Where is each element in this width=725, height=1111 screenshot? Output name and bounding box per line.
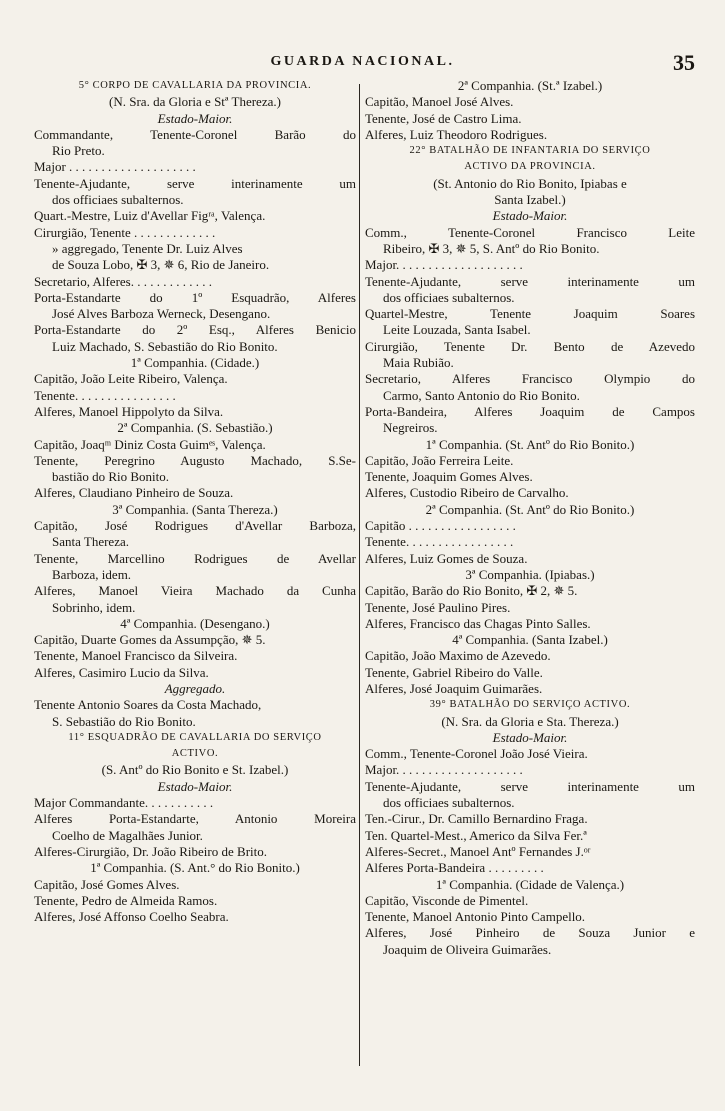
left-column-line: 4ª Companhia. (Desengano.) <box>120 615 270 631</box>
left-column-line: Sobrinho, idem. <box>52 599 136 615</box>
left-column-line: S. Sebastião do Rio Bonito. <box>52 713 196 729</box>
left-column-line: Capitão, Duarte Gomes da Assumpção, ✵ 5. <box>34 632 266 648</box>
right-column-line: dos officiaes subalternos. <box>383 289 515 305</box>
left-column-line: Tenente Antonio Soares da Costa Machado, <box>34 697 262 713</box>
left-column-line: Cirurgião, Tenente . . . . . . . . . . . . . <box>34 224 216 240</box>
right-column-line: Major. . . . . . . . . . . . . . . . . . . . <box>365 762 523 778</box>
right-column-line: 1ª Companhia. (Cidade de Valença.) <box>435 876 625 892</box>
right-column-line: Tenente, Gabriel Ribeiro do Valle. <box>365 664 543 680</box>
right-column-line: Tenente, Manoel Antonio Pinto Campello. <box>365 909 586 925</box>
left-column-line: Capitão, José Gomes Alves. <box>34 876 180 892</box>
left-column-line: Rio Preto. <box>52 143 105 159</box>
right-column-line: Tenente, José de Castro Lima. <box>365 110 522 126</box>
right-column-line: Estado-Maior. <box>492 208 568 224</box>
left-column-line: José Alves Barboza Werneck, Desengano. <box>52 306 271 322</box>
left-column-line: 11° ESQUADRÃO DE CAVALLARIA DO SERVIÇO <box>68 731 322 743</box>
column-rule <box>359 84 360 1066</box>
left-column-line: Alferes Porta-Estandarte, Antonio Moreira <box>34 811 356 827</box>
right-column-line: Estado-Maior. <box>492 729 568 745</box>
left-column-line: 3ª Companhia. (Santa Thereza.) <box>112 501 278 517</box>
right-column-line: dos officiaes subalternos. <box>383 795 515 811</box>
right-column-line: 39° BATALHÃO DO SERVIÇO ACTIVO. <box>429 699 631 711</box>
left-column-line: Major . . . . . . . . . . . . . . . . . . . . <box>34 159 196 175</box>
left-column-line: Estado-Maior. <box>157 110 233 126</box>
right-column-line: Ten. Quartel-Mest., Americo da Silva Fer.ª <box>365 827 587 843</box>
right-column-line: Maia Rubião. <box>383 355 454 371</box>
left-column-line: Santa Thereza. <box>52 534 129 550</box>
right-column-line: Alferes, Luiz Theodoro Rodrigues. <box>365 126 548 142</box>
left-column-line: 1ª Companhia. (Cidade.) <box>130 355 260 371</box>
right-column-line: Porta-Bandeira, Alferes Joaquim de Campos <box>365 403 695 419</box>
right-column-line: 1ª Companhia. (St. Antº do Rio Bonito.) <box>425 436 635 452</box>
left-column-line: Tenente, Marcellino Rodrigues de Avellar <box>34 550 356 566</box>
right-column-line: Alferes, Luiz Gomes de Souza. <box>365 550 528 566</box>
right-column-line: Carmo, Santo Antonio do Rio Bonito. <box>383 387 580 403</box>
right-column <box>365 78 695 958</box>
right-column-line: Joaquim de Oliveira Guimarães. <box>383 941 552 957</box>
left-column-line: Major Commandante. . . . . . . . . . . <box>34 795 214 811</box>
left-column <box>34 78 356 925</box>
left-column-line: dos officiaes subalternos. <box>52 192 184 208</box>
right-column-line: Tenente-Ajudante, serve interinamente um <box>365 273 695 289</box>
left-column-line: Commandante, Tenente-Coronel Barão do <box>34 126 356 142</box>
right-column-line: Alferes, José Joaquim Guimarães. <box>365 680 543 696</box>
right-column-line: 2ª Companhia. (St. Antº do Rio Bonito.) <box>425 501 635 517</box>
right-column-line: Leite Louzada, Santa Isabel. <box>383 322 531 338</box>
left-column-line: (S. Antº do Rio Bonito e St. Izabel.) <box>101 762 289 778</box>
right-column-line: Capitão, Barão do Rio Bonito, ✠ 2, ✵ 5. <box>365 583 578 599</box>
left-column-line: Alferes, Manoel Hippolyto da Silva. <box>34 403 224 419</box>
right-column-line: Comm., Tenente-Coronel Francisco Leite <box>365 224 695 240</box>
right-column-line: Alferes, Francisco das Chagas Pinto Salles. <box>365 615 591 631</box>
left-column-line: Alferes, Casimiro Lucio da Silva. <box>34 664 209 680</box>
right-column-line: Tenente. . . . . . . . . . . . . . . . . <box>365 534 514 550</box>
right-column-line: ACTIVO DA PROVINCIA. <box>464 161 596 173</box>
left-column-line: Secretario, Alferes. . . . . . . . . . . . . <box>34 273 212 289</box>
left-column-line: 5° CORPO DE CAVALLARIA DA PROVINCIA. <box>78 80 312 91</box>
right-column-line: Capitão . . . . . . . . . . . . . . . . . <box>365 518 516 534</box>
right-column-line: Tenente, José Paulino Pires. <box>365 599 511 615</box>
right-column-line: Major. . . . . . . . . . . . . . . . . . . . <box>365 257 523 273</box>
left-column-line: bastião do Rio Bonito. <box>52 469 169 485</box>
right-column-line: Tenente, Joaquim Gomes Alves. <box>365 469 533 485</box>
left-column-line: Tenente, Pedro de Almeida Ramos. <box>34 892 218 908</box>
right-column-line: Capitão, João Ferreira Leite. <box>365 452 514 468</box>
left-column-line: Tenente, Manoel Francisco da Silveira. <box>34 648 238 664</box>
page-header <box>0 52 725 78</box>
left-column-line: » aggregado, Tenente Dr. Luiz Alves <box>52 240 243 256</box>
left-column-line: Tenente. . . . . . . . . . . . . . . . <box>34 387 176 403</box>
left-column-line: Tenente-Ajudante, serve interinamente um <box>34 175 356 191</box>
left-column-line: Porta-Estandarte do 2º Esq., Alferes Benicio <box>34 322 356 338</box>
right-column-line: Comm., Tenente-Coronel João José Vieira. <box>365 746 588 762</box>
right-column-line: 2ª Companhia. (St.ª Izabel.) <box>457 78 603 93</box>
left-column-line: 2ª Companhia. (S. Sebastião.) <box>117 420 273 436</box>
right-column-line: Ten.-Cirur., Dr. Camillo Bernardino Fraga. <box>365 811 588 827</box>
right-column-line: Negreiros. <box>383 420 438 436</box>
running-title: GUARDA NACIONAL. <box>270 54 455 69</box>
right-column-line: (N. Sra. da Gloria e Sta. Thereza.) <box>441 713 619 729</box>
right-column-line: (St. Antonio do Rio Bonito, Ipiabas e <box>433 175 627 191</box>
right-column-line: Capitão, Manoel José Alves. <box>365 94 514 110</box>
right-column-line: 22° BATALHÃO DE INFANTARIA DO SERVIÇO <box>409 145 651 157</box>
left-column-line: Aggregado. <box>164 680 226 696</box>
left-column-line: Barboza, idem. <box>52 566 132 582</box>
right-column-line: Capitão, Visconde de Pimentel. <box>365 892 529 908</box>
left-column-line: Tenente, Peregrino Augusto Machado, S.Se- <box>34 452 356 468</box>
right-column-line: Alferes, Custodio Ribeiro de Carvalho. <box>365 485 569 501</box>
right-column-line: Capitão, João Maximo de Azevedo. <box>365 648 551 664</box>
left-column-line: 1ª Companhia. (S. Ant.° do Rio Bonito.) <box>90 860 300 876</box>
left-column-line: Capitão, João Leite Ribeiro, Valença. <box>34 371 228 387</box>
left-column-line: Luiz Machado, S. Sebastião do Rio Bonito. <box>52 338 278 354</box>
left-column-line: de Souza Lobo, ✠ 3, ✵ 6, Rio de Janeiro. <box>52 257 270 273</box>
left-column-line: Capitão, Joaqᵐ Diniz Costa Guimᵉˢ, Valença. <box>34 436 266 452</box>
left-column-line: Porta-Estandarte do 1º Esquadrão, Alferes <box>34 289 356 305</box>
left-column-line: Alferes, José Affonso Coelho Seabra. <box>34 909 229 925</box>
left-column-line: Alferes, Manoel Vieira Machado da Cunha <box>34 583 356 599</box>
right-column-line: 4ª Companhia. (Santa Izabel.) <box>452 632 608 648</box>
left-column-line: Quart.-Mestre, Luiz d'Avellar Figʳᵃ, Valença. <box>34 208 266 224</box>
right-column-line: Quartel-Mestre, Tenente Joaquim Soares <box>365 306 695 322</box>
left-column-line: Alferes-Cirurgião, Dr. João Ribeiro de Brito. <box>34 843 267 859</box>
right-column-line: Santa Izabel.) <box>494 192 566 208</box>
left-column-line: Coelho de Magalhães Junior. <box>52 827 203 843</box>
right-column-line: Alferes, José Pinheiro de Souza Junior e <box>365 925 695 941</box>
right-column-line: 3ª Companhia. (Ipiabas.) <box>465 566 595 582</box>
left-column-line: Alferes, Claudiano Pinheiro de Souza. <box>34 485 234 501</box>
right-column-line: Alferes-Secret., Manoel Antº Fernandes J.ᵒʳ <box>365 843 591 859</box>
right-column-line: Tenente-Ajudante, serve interinamente um <box>365 778 695 794</box>
page-number: 35 <box>673 50 695 75</box>
left-column-line: Estado-Maior. <box>157 778 233 794</box>
left-column-line: (N. Sra. da Gloria e Stª Thereza.) <box>109 94 281 110</box>
left-column-line: ACTIVO. <box>171 748 219 760</box>
right-column-line: Alferes Porta-Bandeira . . . . . . . . . <box>365 860 544 876</box>
right-column-line: Secretario, Alferes Francisco Olympio do <box>365 371 695 387</box>
right-column-line: Ribeiro, ✠ 3, ✵ 5, S. Antº do Rio Bonito. <box>383 240 600 256</box>
right-column-line: Cirurgião, Tenente Dr. Bento de Azevedo <box>365 338 695 354</box>
left-column-line: Capitão, José Rodrigues d'Avellar Barboza, <box>34 518 356 534</box>
